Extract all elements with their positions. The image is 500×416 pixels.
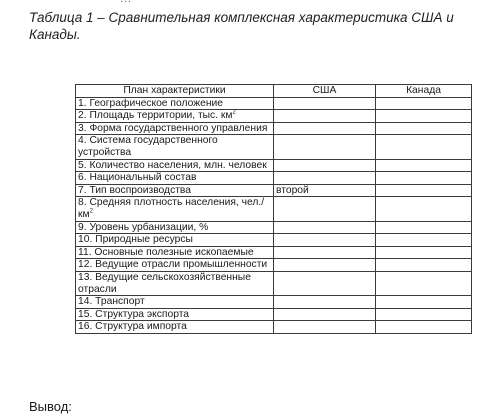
canada-cell[interactable] <box>376 271 472 295</box>
canada-cell[interactable] <box>376 122 472 135</box>
canada-cell[interactable] <box>376 296 472 309</box>
usa-cell[interactable] <box>274 246 376 259</box>
row-label: 1. Географическое положение <box>76 97 274 110</box>
usa-cell[interactable] <box>274 234 376 247</box>
table-row <box>76 234 472 247</box>
usa-cell[interactable]: второй <box>274 184 376 197</box>
row-label: 10. Природные ресурсы <box>76 234 274 247</box>
usa-cell[interactable] <box>274 296 376 309</box>
row-label: 6. Национальный состав <box>76 172 274 185</box>
table-caption: Таблица 1 – Сравнительная комплексная характеристика США и Канады. <box>29 10 454 42</box>
usa-cell[interactable] <box>274 321 376 334</box>
table-row <box>76 122 472 135</box>
table-row <box>76 221 472 234</box>
table-row <box>76 296 472 309</box>
table-row <box>76 197 472 221</box>
canada-cell[interactable] <box>376 110 472 123</box>
table-row <box>76 159 472 172</box>
canada-cell[interactable] <box>376 159 472 172</box>
conclusion-label: Вывод: <box>29 399 72 414</box>
row-label: 11. Основные полезные ископаемые <box>76 246 274 259</box>
canada-cell[interactable] <box>376 184 472 197</box>
canada-cell[interactable] <box>376 246 472 259</box>
row-label: 4. Система государственного устройства <box>76 135 274 159</box>
header-canada: Канада <box>376 85 472 98</box>
row-label: 8. Средняя плотность населения, $чел./км^2$ <box>76 197 274 221</box>
canada-cell[interactable] <box>376 135 472 159</box>
row-label: 5. Количество населения, млн. человек <box>76 159 274 172</box>
usa-cell[interactable] <box>274 221 376 234</box>
row-label: 14. Транспорт <box>76 296 274 309</box>
table-row <box>76 246 472 259</box>
canada-cell[interactable] <box>376 308 472 321</box>
usa-cell[interactable] <box>274 122 376 135</box>
cropped-text-fragment <box>120 0 320 3</box>
table-row <box>76 321 472 334</box>
row-label: 13. Ведущие сельскохозяйственные отрасли <box>76 271 274 295</box>
usa-cell[interactable] <box>274 172 376 185</box>
row-label: 15. Структура экспорта <box>76 308 274 321</box>
canada-cell[interactable] <box>376 321 472 334</box>
superscript: 2 <box>232 109 236 116</box>
canada-cell[interactable] <box>376 172 472 185</box>
usa-cell[interactable] <box>274 97 376 110</box>
usa-cell[interactable] <box>274 135 376 159</box>
table-row <box>76 135 472 159</box>
usa-cell[interactable] <box>274 159 376 172</box>
usa-cell[interactable] <box>274 197 376 221</box>
usa-cell[interactable] <box>274 259 376 272</box>
canada-cell[interactable] <box>376 234 472 247</box>
comparison-table <box>75 84 472 334</box>
row-label: 2. Площадь территории, тыс. $км^2$ <box>76 110 274 123</box>
canada-cell[interactable] <box>376 221 472 234</box>
superscript: 2 <box>89 208 93 215</box>
row-label: 9. Уровень урбанизации, % <box>76 221 274 234</box>
table-row <box>76 97 472 110</box>
table-row <box>76 172 472 185</box>
table-row <box>76 110 472 123</box>
usa-cell[interactable] <box>274 271 376 295</box>
canada-cell[interactable] <box>376 197 472 221</box>
usa-cell[interactable] <box>274 110 376 123</box>
table-row <box>76 259 472 272</box>
table-row <box>76 184 472 197</box>
canada-cell[interactable] <box>376 97 472 110</box>
usa-cell[interactable] <box>274 308 376 321</box>
header-usa: США <box>274 85 376 98</box>
header-plan: План характеристики <box>76 85 274 98</box>
table-header-row <box>76 85 472 98</box>
row-label: 16. Структура импорта <box>76 321 274 334</box>
row-label: 12. Ведущие отрасли промышленности <box>76 259 274 272</box>
table-row <box>76 308 472 321</box>
canada-cell[interactable] <box>376 259 472 272</box>
table-row <box>76 271 472 295</box>
row-label: 3. Форма государственного управления <box>76 122 274 135</box>
row-label: 7. Тип воспроизводства <box>76 184 274 197</box>
